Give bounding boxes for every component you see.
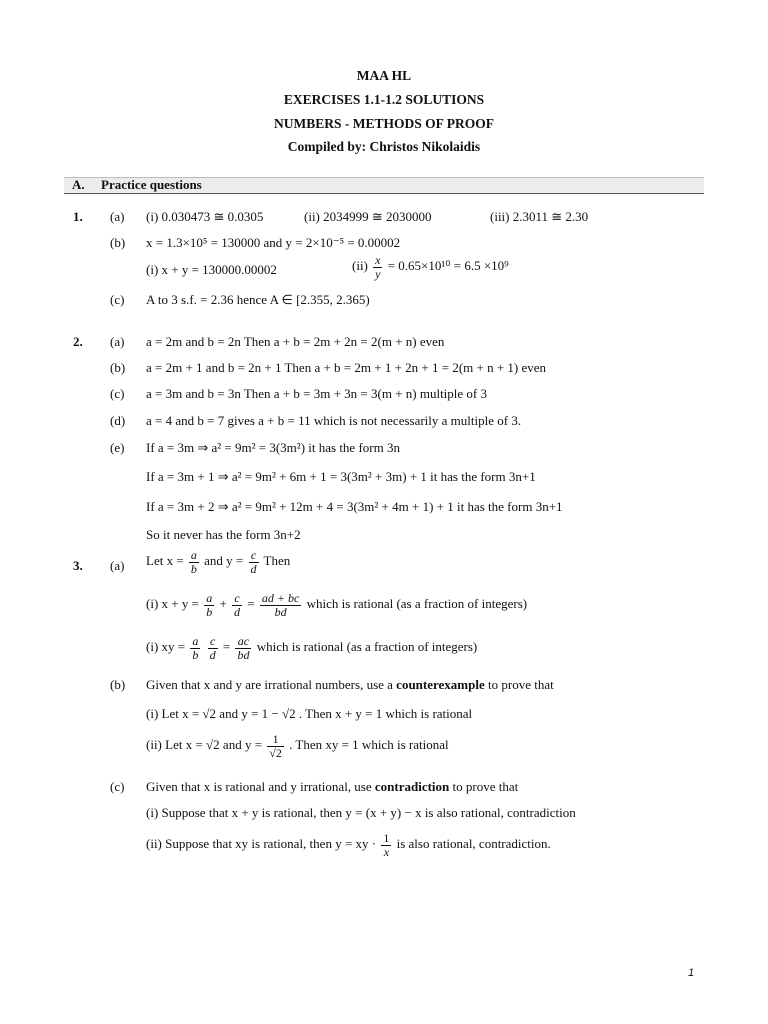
q1-b-ii-prefix: (ii) bbox=[352, 258, 368, 274]
q1-b-ii bbox=[352, 254, 509, 280]
q2-a-line: a = 2m and b = 2n Then a + b = 2m + 2n = 2(m + n) even bbox=[146, 334, 445, 349]
exercises-title: EXERCISES 1.1-1.2 SOLUTIONS bbox=[283, 92, 485, 107]
q3-c-intro: Given that x is rational and y irrational, use contradiction to prove that bbox=[146, 779, 519, 794]
q2-e-line-1: If a = 3m ⇒ a² = 9m² = 3(3m²) it has the form 3n bbox=[146, 440, 400, 455]
course-title: MAA HL bbox=[356, 68, 412, 83]
question-1-number: 1. bbox=[73, 209, 83, 224]
q1-a-ii: (ii) 2034999 ≅ 2030000 bbox=[304, 209, 432, 224]
q1-a-iii: (iii) 2.3011 ≅ 2.30 bbox=[490, 209, 589, 224]
section-label: A. bbox=[72, 177, 85, 192]
q1-b-i: (i) x + y = 130000.00002 bbox=[146, 262, 277, 277]
section-header bbox=[64, 177, 704, 194]
q3-c-ii: (ii) Suppose that xy is rational, then y = xy · $\frac{1}{x}$ is also rational, contradiction. bbox=[146, 831, 551, 859]
q1-part-a-label: (a) bbox=[110, 209, 125, 224]
topic-title: NUMBERS - METHODS OF PROOF bbox=[273, 116, 494, 131]
q2-e-line-2: If a = 3m + 1 ⇒ a² = 9m² + 6m + 1 = 3(3m² + 3m) + 1 it has the form 3n+1 bbox=[146, 469, 536, 484]
q3-c-i: (i) Suppose that x + y is rational, then y = (x + y) − x is also rational, contradiction bbox=[146, 805, 576, 820]
section-title: Practice questions bbox=[101, 177, 202, 192]
counterexample-keyword: counterexample bbox=[396, 677, 485, 692]
q2-part-d-label: (d) bbox=[110, 413, 126, 428]
q1-part-b-label: (b) bbox=[110, 235, 126, 250]
q1-b-ii-rest: = 0.65×10¹⁰ = 6.5 ×10⁹ bbox=[387, 258, 509, 274]
q2-e-line-3: If a = 3m + 2 ⇒ a² = 9m² + 12m + 4 = 3(3m² + 4m + 1) + 1 it has the form 3n+1 bbox=[146, 499, 563, 514]
q3-a-i: (i) x + y = $\frac{a}{b}$ + $\frac{c}{d}$ = $\frac{ad + bc}{bd}$ which is rational (as a fraction of integers) bbox=[146, 591, 528, 619]
q3-b-ii: (ii) Let x = √2 and y = $\frac{1}{√2}$ . Then xy = 1 which is rational bbox=[146, 732, 449, 760]
q2-part-c-label: (c) bbox=[110, 386, 125, 401]
q1-b-line: x = 1.3×10⁵ = 130000 and y = 2×10⁻⁵ = 0.00002 bbox=[146, 235, 401, 250]
q2-part-e-label: (e) bbox=[110, 440, 125, 455]
q2-b-line: a = 2m + 1 and b = 2n + 1 Then a + b = 2m + 1 + 2n + 1 = 2(m + n + 1) even bbox=[146, 360, 547, 375]
q2-part-a-label: (a) bbox=[110, 334, 125, 349]
q3-part-b-label: (b) bbox=[110, 677, 126, 692]
q2-e-line-4: So it never has the form 3n+2 bbox=[146, 527, 301, 542]
page-number: 1 bbox=[688, 967, 695, 979]
author-line: Compiled by: Christos Nikolaidis bbox=[287, 139, 481, 154]
q3-a-ii: (i) xy = $\frac{a}{b}$ $\frac{c}{d}$ = $\frac{ac}{bd}$ which is rational (as a fraction of integers) bbox=[146, 634, 478, 662]
q3-part-c-label: (c) bbox=[110, 779, 125, 794]
q1-part-c-label: (c) bbox=[110, 292, 125, 307]
q3-part-a-label: (a) bbox=[110, 558, 125, 573]
q2-c-line: a = 3m and b = 3n Then a + b = 3m + 3n = 3(m + n) multiple of 3 bbox=[146, 386, 488, 401]
question-3-number: 3. bbox=[73, 558, 83, 573]
q2-part-b-label: (b) bbox=[110, 360, 126, 375]
q1-b-ii-fraction: $\frac{x}{y}$ bbox=[375, 253, 381, 281]
q3-b-intro: Given that x and y are irrational numbers, use a counterexample to prove that bbox=[146, 677, 554, 692]
q1-a-i: (i) 0.030473 ≅ 0.0305 bbox=[146, 209, 264, 224]
q2-d-line: a = 4 and b = 7 gives a + b = 11 which is not necessarily a multiple of 3. bbox=[146, 413, 522, 428]
question-2-number: 2. bbox=[73, 334, 83, 349]
contradiction-keyword: contradiction bbox=[374, 779, 450, 794]
q3-a-let: Let x = $\frac{a}{b}$ and y = $\frac{c}{d}$ Then bbox=[146, 548, 291, 576]
q3-b-i: (i) Let x = √2 and y = 1 − √2 . Then x + y = 1 which is rational bbox=[146, 706, 473, 721]
q1-c-line: A to 3 s.f. = 2.36 hence A ∈ [2.355, 2.365) bbox=[146, 292, 370, 307]
